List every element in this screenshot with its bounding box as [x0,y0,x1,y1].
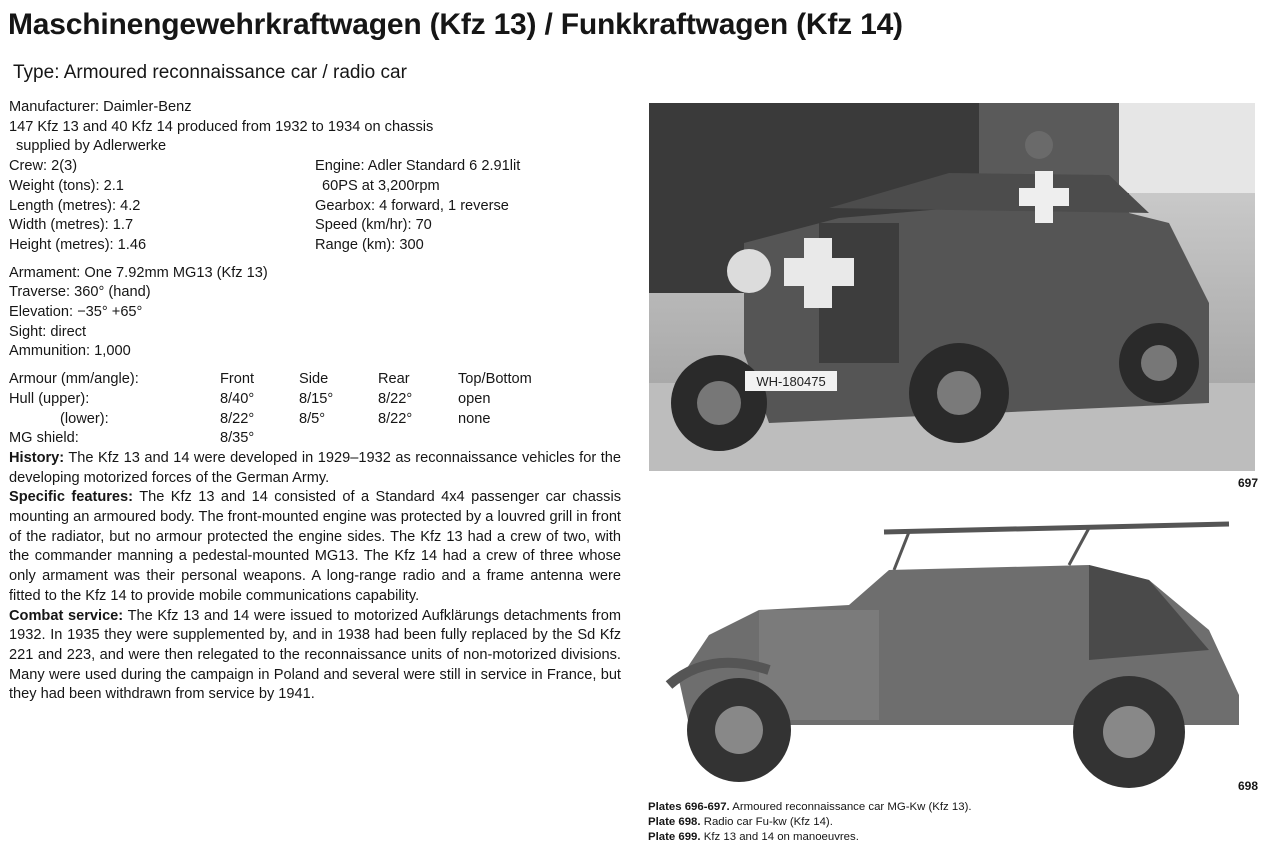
photo-armoured-car [649,103,1255,471]
vehicle-type: Type: Armoured reconnaissance car / radio car [13,62,407,83]
spec-gearbox: Gearbox: 4 forward, 1 reverse [315,197,509,214]
armament-ammunition: Ammunition: 1,000 [9,343,131,360]
combat-paragraph [9,607,621,706]
armour-header-label: Armour (mm/angle): [9,371,139,388]
armament-block [9,264,621,363]
caption-label: Plates 696-697. [648,801,730,813]
plate-number-697: 697 [1238,476,1259,490]
history-label: History: [9,449,65,466]
spec-speed: Speed (km/hr): 70 [315,217,432,234]
armament-sight: Sight: direct [9,323,87,340]
caption-text: Kfz 13 and 14 on manoeuvres. [703,831,859,844]
license-plate: WH-180475 [756,374,826,389]
armour-header-rear: Rear [378,371,410,388]
history-paragraph [9,449,621,488]
spec-column [9,98,621,705]
spec-engine: Engine: Adler Standard 6 2.91lit [315,158,521,175]
page-title: Maschinengewehrkraftwagen (Kfz 13) / Funkkraftwagen (Kfz 14) [8,8,903,41]
caption-line [648,800,972,815]
radio-car-illustration [649,510,1255,800]
armour-row-label: Hull (upper): [9,390,90,407]
armour-header-side: Side [299,371,329,388]
specs-table [9,157,621,256]
armoured-car-illustration [649,103,1255,471]
armour-cell: 8/35° [220,430,255,447]
caption-text: Armoured reconnaissance car MG-Kw (Kfz 13). [732,801,972,813]
spec-width: Width (metres): 1.7 [9,217,134,234]
spec-crew: Crew: 2(3) [9,158,78,175]
armament-traverse: Traverse: 360° (hand) [9,284,151,301]
caption-label: Plate 698. [648,816,701,829]
plate-number-698: 698 [1238,779,1259,793]
spec-range: Range (km): 300 [315,236,424,253]
armour-cell: 8/22° [378,390,413,407]
production-line-2: supplied by Adlerwerke [16,138,167,155]
armour-header-top: Top/Bottom [458,371,532,388]
spec-length: Length (metres): 4.2 [9,197,141,214]
production-line: 147 Kfz 13 and 40 Kfz 14 produced from 1932 to 1934 on chassis [9,118,434,135]
photo-radio-car [649,510,1255,800]
plate-captions [648,800,972,846]
armour-cell: 8/40° [220,390,255,407]
features-text: The Kfz 13 and 14 consisted of a Standard 4x4 passenger car chassis mounting an armoured body. The front-mounted engine was protected by a louvred grill in front of the radiator, but no armour protected the engine sides. The Kfz 13 had a crew of two, with the commander manning a pedestal-mounted MG13. The Kfz 14 had a crew of three whose only armament was their personal weapons. A long-range radio and a frame antenna were fitted to the Kfz 14 to provide mobile communications capability. [9,489,621,604]
features-paragraph [9,488,621,606]
combat-label: Combat service: [9,607,124,624]
armour-table [9,370,621,449]
caption-label: Plate 699. [648,831,701,844]
armour-row-label: MG shield: [9,430,79,447]
spec-height: Height (metres): 1.46 [9,236,147,253]
combat-text: The Kfz 13 and 14 were issued to motorized Aufklärungs detachments from 1932. In 1935 they were supplemented by, and in 1938 had been fully replaced by the Sd Kfz 221 and 223, and were then relegated to the reconnaissance units of non-motorized divisions. Many were used during the campaign in Poland and several were still in service in France, but they had been withdrawn from service by 1941. [9,607,621,703]
armour-cell: 8/22° [220,410,255,427]
armour-cell: none [458,410,491,427]
armour-cell: open [458,390,491,407]
history-text: The Kfz 13 and 14 were developed in 1929–1932 as reconnaissance vehicles for the developing motorized forces of the German Army. [9,449,622,486]
caption-line [648,830,972,845]
spec-engine-power: 60PS at 3,200rpm [322,177,440,194]
armour-cell: 8/5° [299,410,326,427]
armament-weapon: Armament: One 7.92mm MG13 (Kfz 13) [9,264,268,281]
armour-cell: 8/15° [299,390,334,407]
armour-row-label: (lower): [60,410,109,427]
armament-elevation: Elevation: −35° +65° [9,304,143,321]
manufacturer: Manufacturer: Daimler-Benz [9,99,192,115]
caption-text: Radio car Fu-kw (Kfz 14). [703,816,833,829]
armour-header-front: Front [220,371,255,388]
caption-line [648,815,972,830]
features-label: Specific features: [9,489,134,506]
armour-cell: 8/22° [378,410,413,427]
spec-weight: Weight (tons): 2.1 [9,177,124,194]
